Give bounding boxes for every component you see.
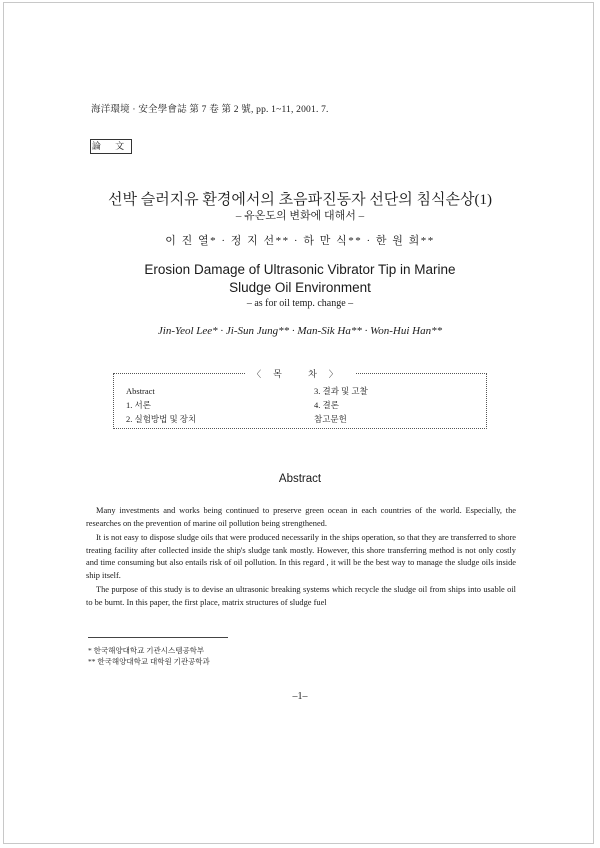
abstract-paragraph: It is not easy to dispose sludge oils that were produced necessarily in the ships operation, so that they are transferred to shore treating facility after collected inside the ship's sludge tank mostly. However, this shore transferring method is not only costly and time consuming but also entails risk of oil pollution. In this regard , it will be the best way to manage the sludge oils inside ship itself. (86, 533, 516, 580)
toc-item: 3. 결과 및 고찰 (314, 386, 368, 396)
toc-item: 2. 실험방법 및 장치 (126, 414, 197, 424)
english-title-line1: Erosion Damage of Ultrasonic Vibrator Tip in Marine (144, 262, 456, 277)
english-title-line2: Sludge Oil Environment (229, 280, 371, 295)
footnote-affiliation-2: ** 한국해양대학교 대학원 기관공학과 (88, 657, 210, 666)
category-badge: 論 文 (90, 139, 132, 154)
abstract-paragraph: The purpose of this study is to devise an ultrasonic breaking systems which recycle the sludge oil from ships into usable oil to be burnt. In this paper, the first place, matrix structures of sludge fuel (86, 585, 516, 607)
toc-title-text: 〈목 차〉 (246, 369, 356, 379)
abstract-heading: Abstract (278, 473, 322, 485)
toc-item: 참고문헌 (314, 414, 347, 424)
english-authors: Jin-Yeol Lee* · Ji-Sun Jung** · Man-Sik Ha** · Won-Hui Han** (157, 325, 443, 337)
journal-header: 海洋環境 · 安全學會誌 第 7 卷 第 2 號, pp. 1~11, 2001. 7. (91, 105, 329, 115)
footnote-affiliation-1: * 한국해양대학교 기관시스템공학부 (88, 646, 205, 655)
korean-subtitle: – 유온도의 변화에 대해서 – (235, 210, 365, 222)
toc-item: 4. 결론 (314, 400, 339, 410)
toc-right-column (314, 384, 368, 426)
abstract-body (86, 505, 516, 611)
korean-title: 선박 슬러지유 환경에서의 초음파진동자 선단의 침식손상(1) (107, 192, 492, 208)
table-of-contents (113, 369, 487, 429)
abstract-paragraph: Many investments and works being continued to preserve green ocean in each countries of the world. Especially, the researches on the prevention of marine oil pollution being strengthened. (86, 506, 516, 528)
toc-item: 1. 서론 (126, 400, 151, 410)
korean-authors: 이 진 열* · 정 지 선** · 하 만 식** · 한 원 희** (165, 235, 435, 247)
footnotes (88, 645, 210, 667)
toc-left-column (126, 384, 196, 426)
english-subtitle: – as for oil temp. change – (246, 298, 354, 309)
toc-title (114, 367, 488, 380)
page-number: –1– (292, 691, 308, 702)
toc-item: Abstract (126, 386, 155, 396)
footnote-divider (88, 637, 228, 638)
